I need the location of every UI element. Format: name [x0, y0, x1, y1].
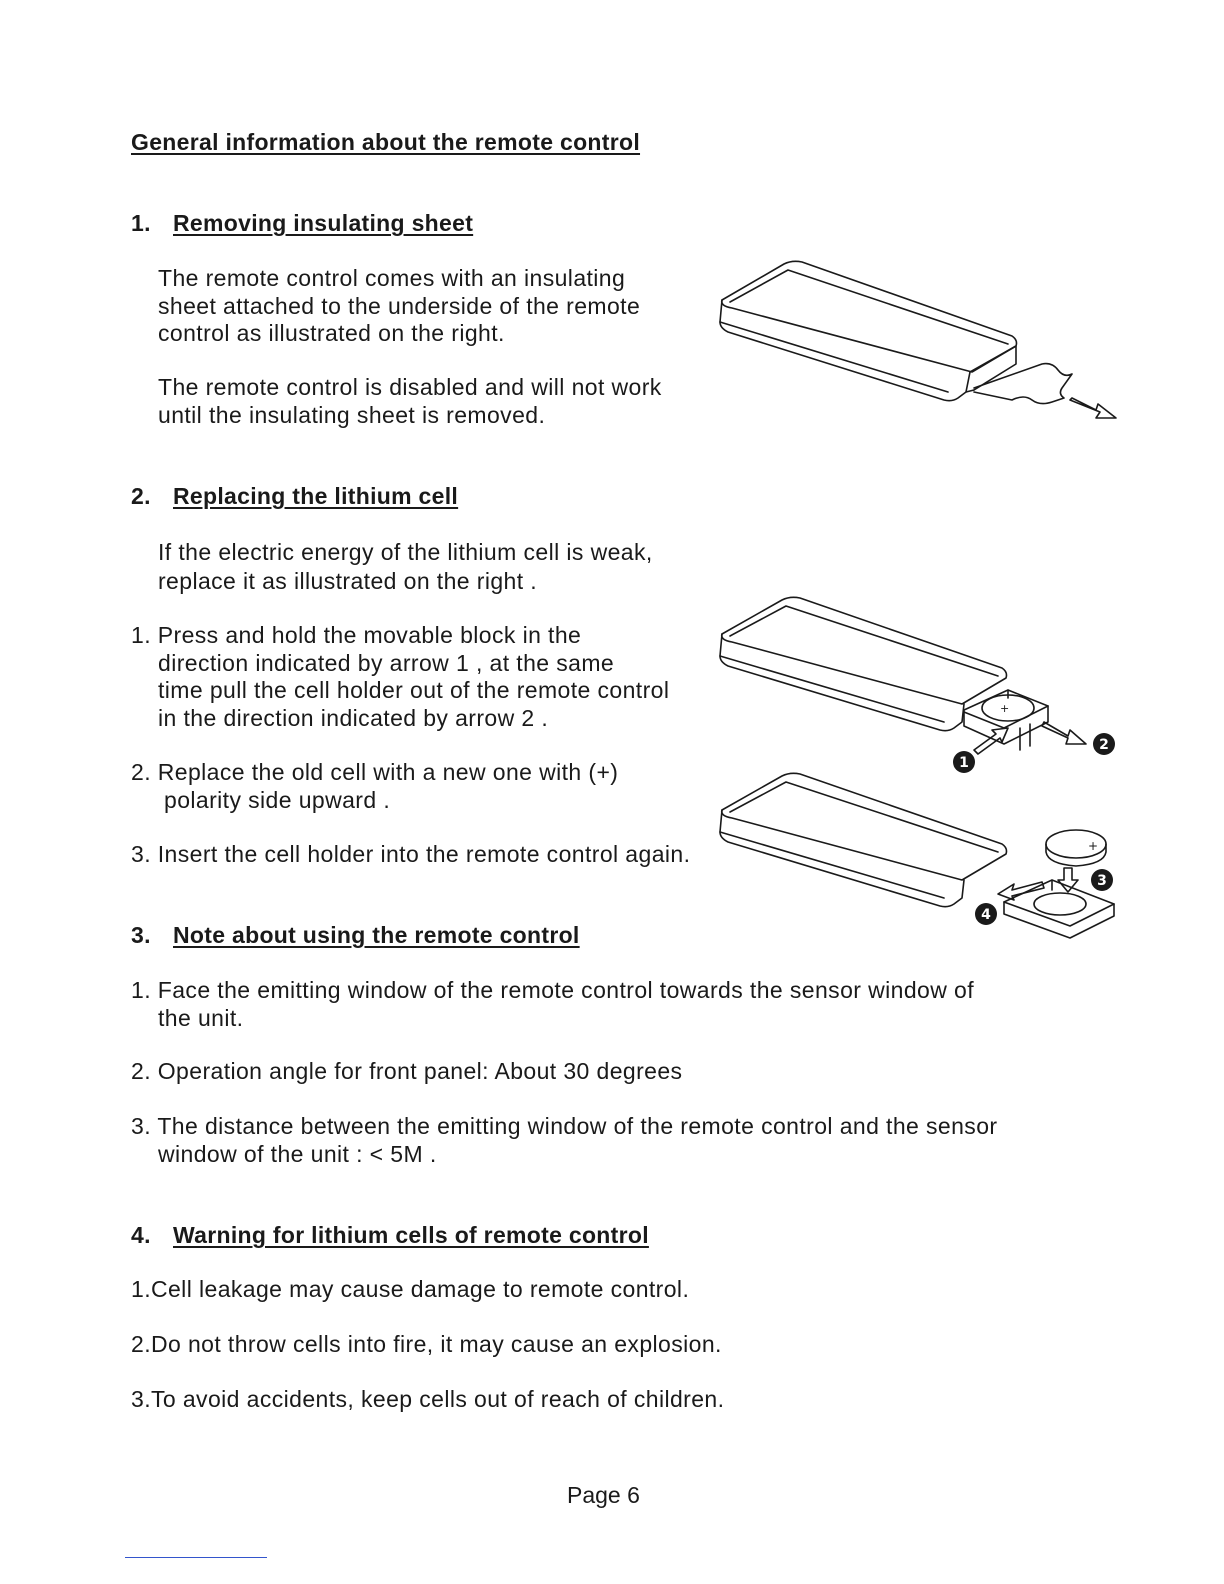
- section-1-paragraph-1: The remote control comes with an insulating sheet attached to the underside of the remote control as illustrated on the right.: [158, 265, 641, 346]
- section-4-number: 4.: [131, 1222, 151, 1248]
- section-4-item-1: 1.Cell leakage may cause damage to remote control.: [131, 1276, 690, 1302]
- page-number: Page 6: [567, 1482, 640, 1508]
- footer-rule: [125, 1557, 267, 1558]
- section-3-number: 3.: [131, 922, 151, 948]
- page-title: General information about the remote control: [131, 129, 641, 155]
- section-4-heading: [131, 1222, 649, 1249]
- section-2-heading: [131, 483, 458, 510]
- section-4-item-3: 3.To avoid accidents, keep cells out of reach of children.: [131, 1386, 725, 1412]
- cell-holder-removal-illustration: [712, 590, 1124, 780]
- section-2-step-1: 1. Press and hold the movable block in the direction indicated by arrow 1 , at the same time pull the cell holder out of the remote control in the direction indicated by arrow 2 .: [131, 622, 670, 731]
- section-3-title: Note about using the remote control: [173, 922, 580, 948]
- section-2-step-3: 3. Insert the cell holder into the remote control again.: [131, 841, 691, 867]
- marker-4-text: 4: [981, 907, 991, 923]
- section-3-item-1: 1. Face the emitting window of the remote control towards the sensor window of the unit.: [131, 977, 974, 1031]
- section-2-number: 2.: [131, 483, 151, 509]
- section-3-item-3: 3. The distance between the emitting window of the remote control and the sensor window of the unit : < 5M .: [131, 1113, 998, 1167]
- insulating-sheet-illustration: [712, 252, 1124, 424]
- section-4-title: Warning for lithium cells of remote control: [173, 1222, 649, 1248]
- section-3-heading: [131, 922, 580, 949]
- section-2-title: Replacing the lithium cell: [173, 483, 459, 509]
- section-4-item-2: 2.Do not throw cells into fire, it may cause an explosion.: [131, 1331, 722, 1357]
- marker-3-text: 3: [1097, 873, 1107, 889]
- holder-cell-polarity-text: +: [1000, 702, 1010, 715]
- section-1-number: 1.: [131, 210, 151, 236]
- section-2-step-2: 2. Replace the old cell with a new one with (+) polarity side upward .: [131, 759, 619, 813]
- marker-1-text: 1: [959, 755, 969, 771]
- new-cell-polarity-text: +: [1088, 839, 1099, 853]
- cell-insertion-illustration: [712, 766, 1124, 942]
- section-1-heading: [131, 210, 473, 237]
- marker-2-text: 2: [1099, 737, 1109, 753]
- section-1-title: Removing insulating sheet: [173, 210, 474, 236]
- section-3-item-2: 2. Operation angle for front panel: About 30 degrees: [131, 1058, 683, 1084]
- section-1-paragraph-2: The remote control is disabled and will not work until the insulating sheet is removed.: [158, 374, 662, 428]
- section-2-intro: If the electric energy of the lithium cell is weak, replace it as illustrated on the right .: [158, 539, 653, 594]
